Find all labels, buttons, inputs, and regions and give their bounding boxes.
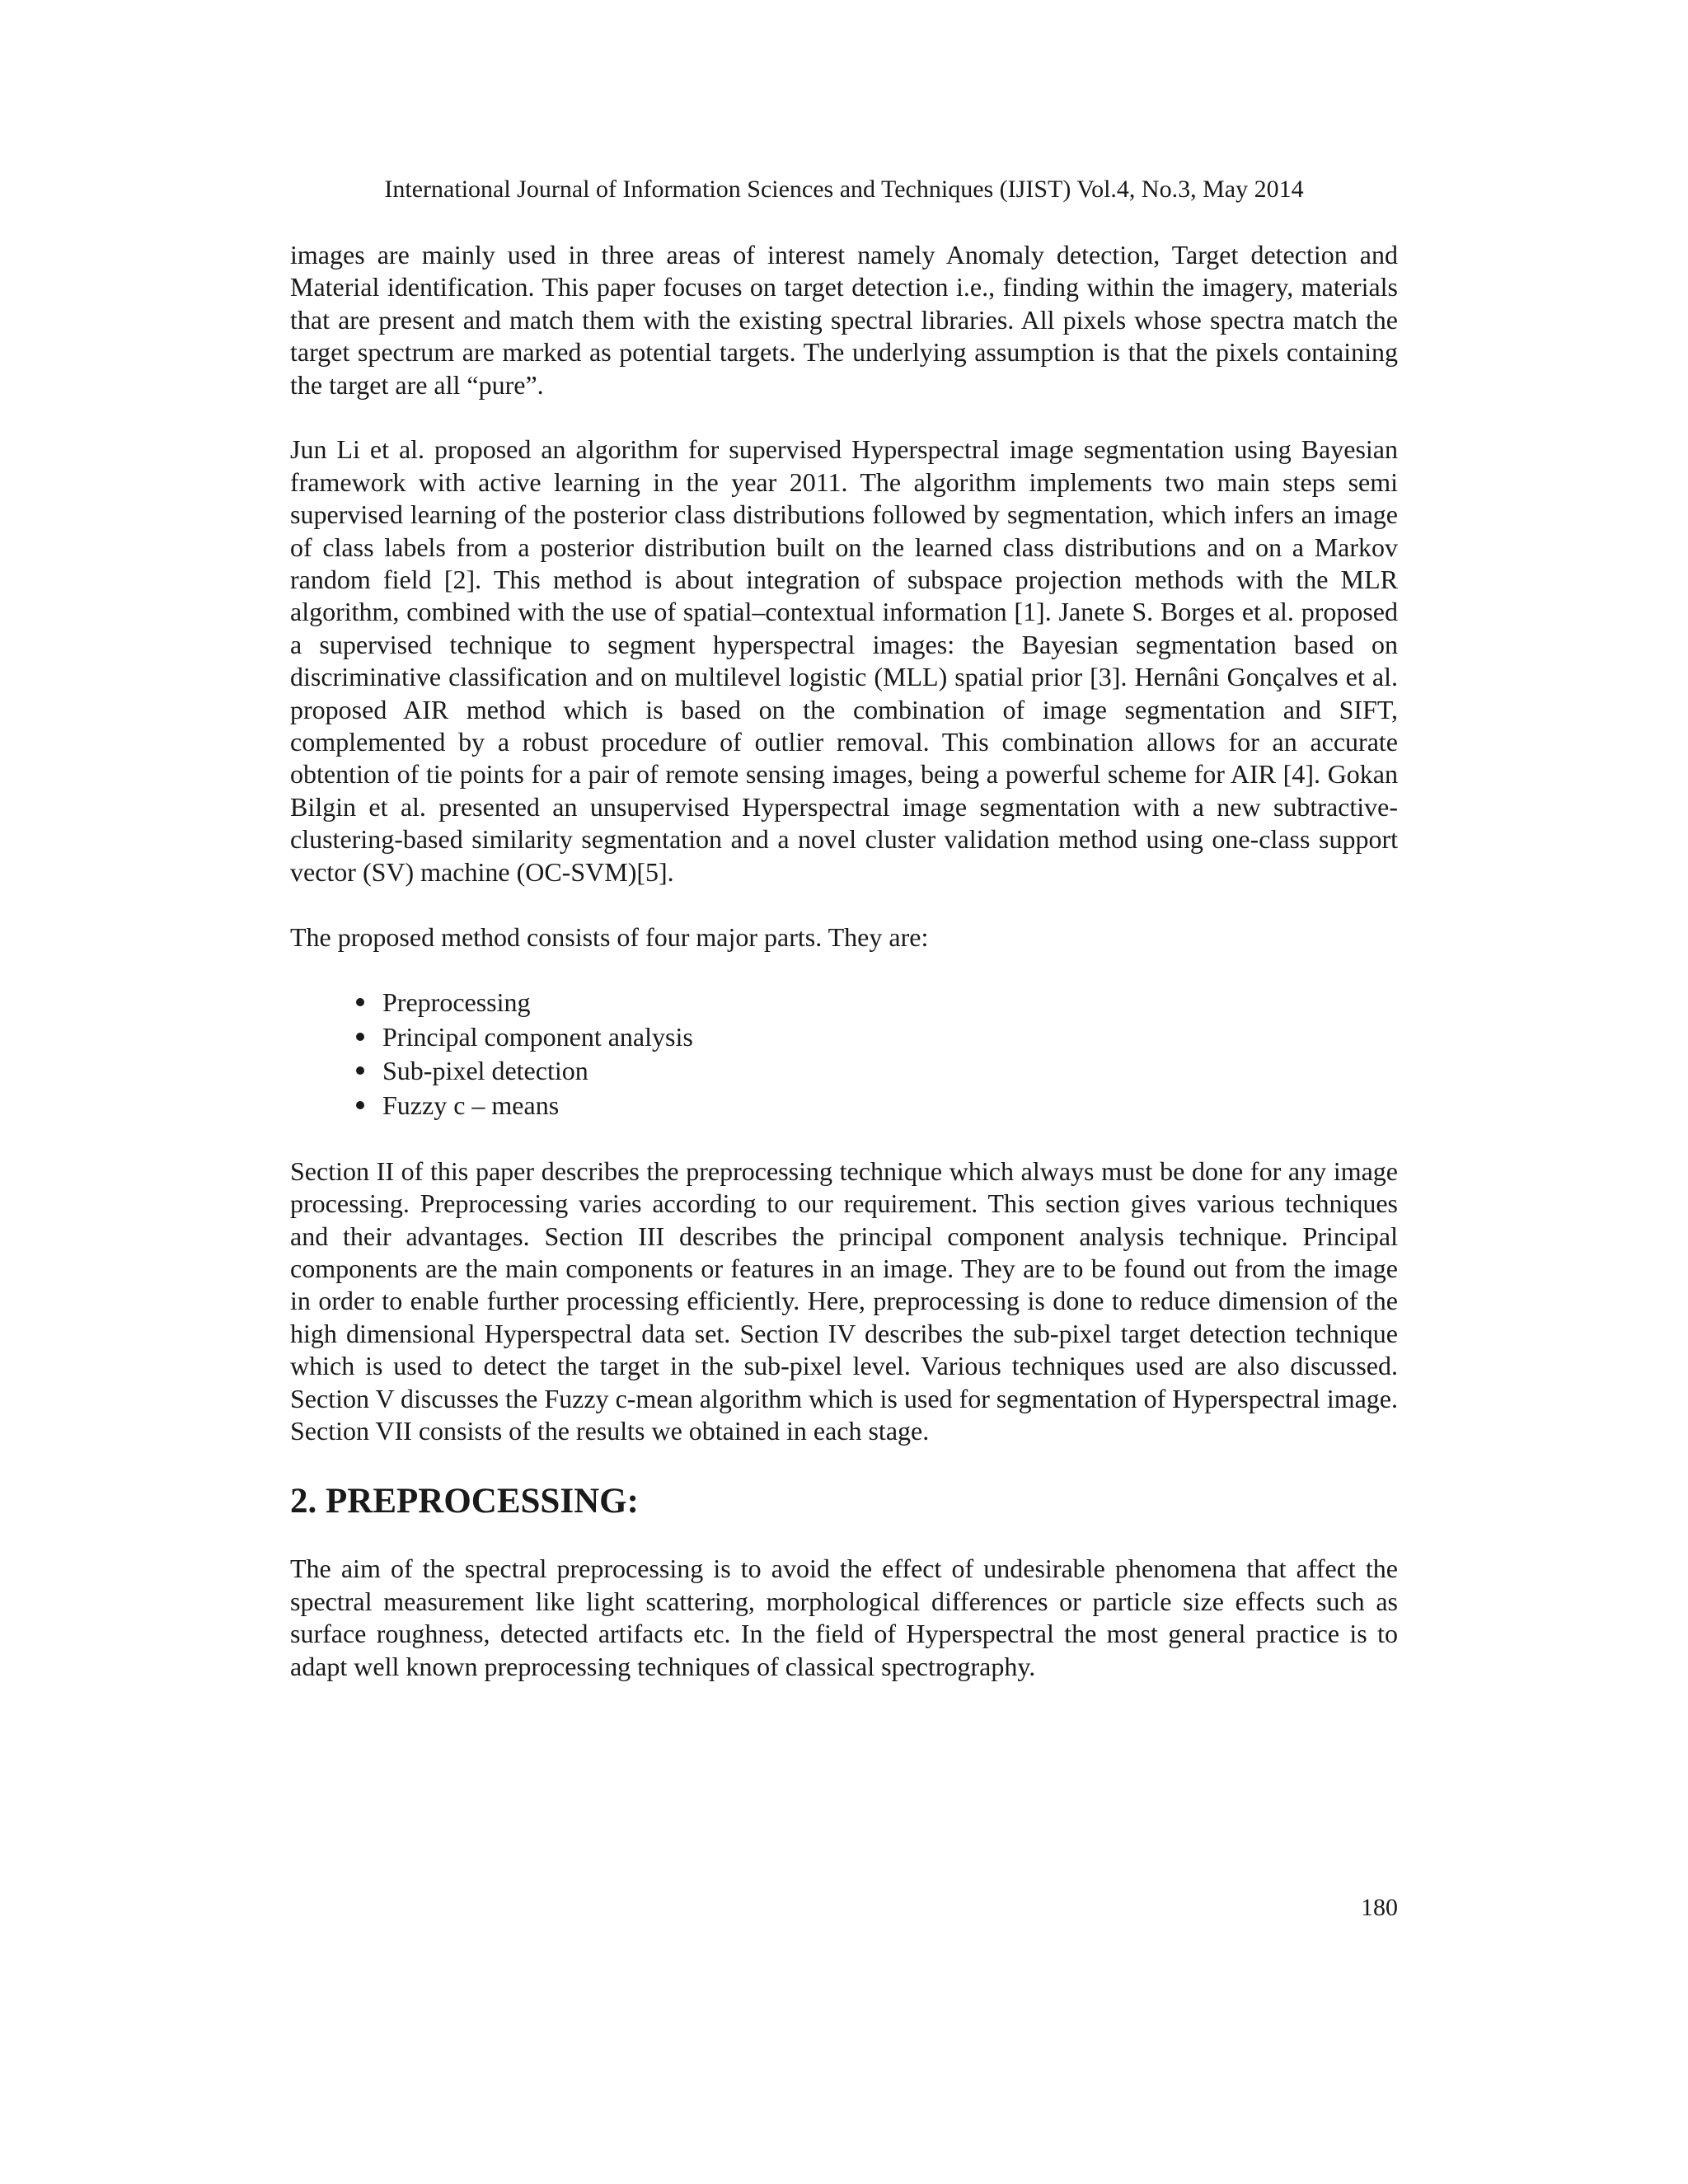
list-item xyxy=(290,1054,1398,1089)
bullet-icon xyxy=(356,1101,364,1109)
paragraph-gap xyxy=(290,1122,1398,1155)
paragraph-gap xyxy=(290,1526,1398,1553)
paragraph-gap xyxy=(290,1447,1398,1477)
bullet-icon xyxy=(356,998,364,1006)
list-item-text: Preprocessing xyxy=(382,987,531,1018)
section-heading: 2. PREPROCESSING: xyxy=(290,1482,639,1521)
page-number: 180 xyxy=(1361,1894,1398,1921)
bullet-icon xyxy=(356,1033,364,1041)
journal-running-header: International Journal of Information Sciences and Techniques (IJIST) Vol.4, No.3, May 2014 xyxy=(384,176,1304,203)
list-item xyxy=(290,1020,1398,1055)
page-body xyxy=(290,239,1398,1683)
paragraph-gap xyxy=(290,401,1398,434)
paragraph-intro: images are mainly used in three areas of interest namely Anomaly detection, Target detection and Material identification. This paper focuses on target detection i.e., finding within the imagery, materials that are present and match them with the existing spectral libraries. All pixels whose spectra match the target spectrum are marked as potential targets. The underlying assumption is that the pixels containing the target are all “pure”. xyxy=(290,240,1398,400)
paragraph-section-outline: Section II of this paper describes the preprocessing technique which always must be done for any image processing. Preprocessing varies according to our requirement. This section gives various techniques and their advantages. Section III describes the principal component analysis technique. Principal components are the main components or features in an image. They are to be found out from the image in order to enable further processing efficiently. Here, preprocessing is done to reduce dimension of the high dimensional Hyperspectral data set. Section IV describes the sub-pixel target detection technique which is used to detect the target in the sub-pixel level. Various techniques used are also discussed. Section V discusses the Fuzzy c-mean algorithm which is used for segmentation of Hyperspectral image. Section VII consists of the results we obtained in each stage. xyxy=(290,1155,1398,1446)
list-item-text: Principal component analysis xyxy=(382,1021,693,1052)
method-parts-list xyxy=(290,986,1398,1122)
list-item xyxy=(290,986,1398,1020)
list-item xyxy=(290,1089,1398,1123)
paragraph-related-work: Jun Li et al. proposed an algorithm for supervised Hyperspectral image segmentation using Bayesian framework with active learning in the year 2011. The algorithm implements two main steps semi supervised learning of the posterior class distributions followed by segmentation, which infers an image of class labels from a posterior distribution built on the learned class distributions and on a Markov random field [2]. This method is about integration of subspace projection methods with the MLR algorithm, combined with the use of spatial–contextual information [1]. Janete S. Borges et al. proposed a supervised technique to segment hyperspectral images: the Bayesian segmentation based on discriminative classification and on multilevel logistic (MLL) spatial prior [3]. Hernâni Gonçalves et al. proposed AIR method which is based on the combination of image segmentation and SIFT, complemented by a robust procedure of outlier removal. This combination allows for an accurate obtention of tie points for a pair of remote sensing images, being a powerful scheme for AIR [4]. Gokan Bilgin et al. presented an unsupervised Hyperspectral image segmentation with a new subtractive-clustering-based similarity segmentation and a novel cluster validation method using one-class support vector (SV) machine (OC-SVM)[5]. xyxy=(290,434,1398,887)
bullet-icon xyxy=(356,1066,364,1075)
paragraph-gap xyxy=(290,954,1398,986)
list-item-text: Fuzzy c – means xyxy=(382,1090,560,1120)
paragraph-gap xyxy=(290,888,1398,921)
list-item-text: Sub-pixel detection xyxy=(382,1056,588,1086)
paragraph-method-overview: The proposed method consists of four major parts. They are: xyxy=(290,921,929,952)
paragraph-preprocessing: The aim of the spectral preprocessing is to avoid the effect of undesirable phenomena that affect the spectral measurement like light scattering, morphological differences or particle size effects such as surface roughness, detected artifacts etc. In the field of Hyperspectral the most general practice is to adapt well known preprocessing techniques of classical spectrography. xyxy=(290,1554,1398,1681)
